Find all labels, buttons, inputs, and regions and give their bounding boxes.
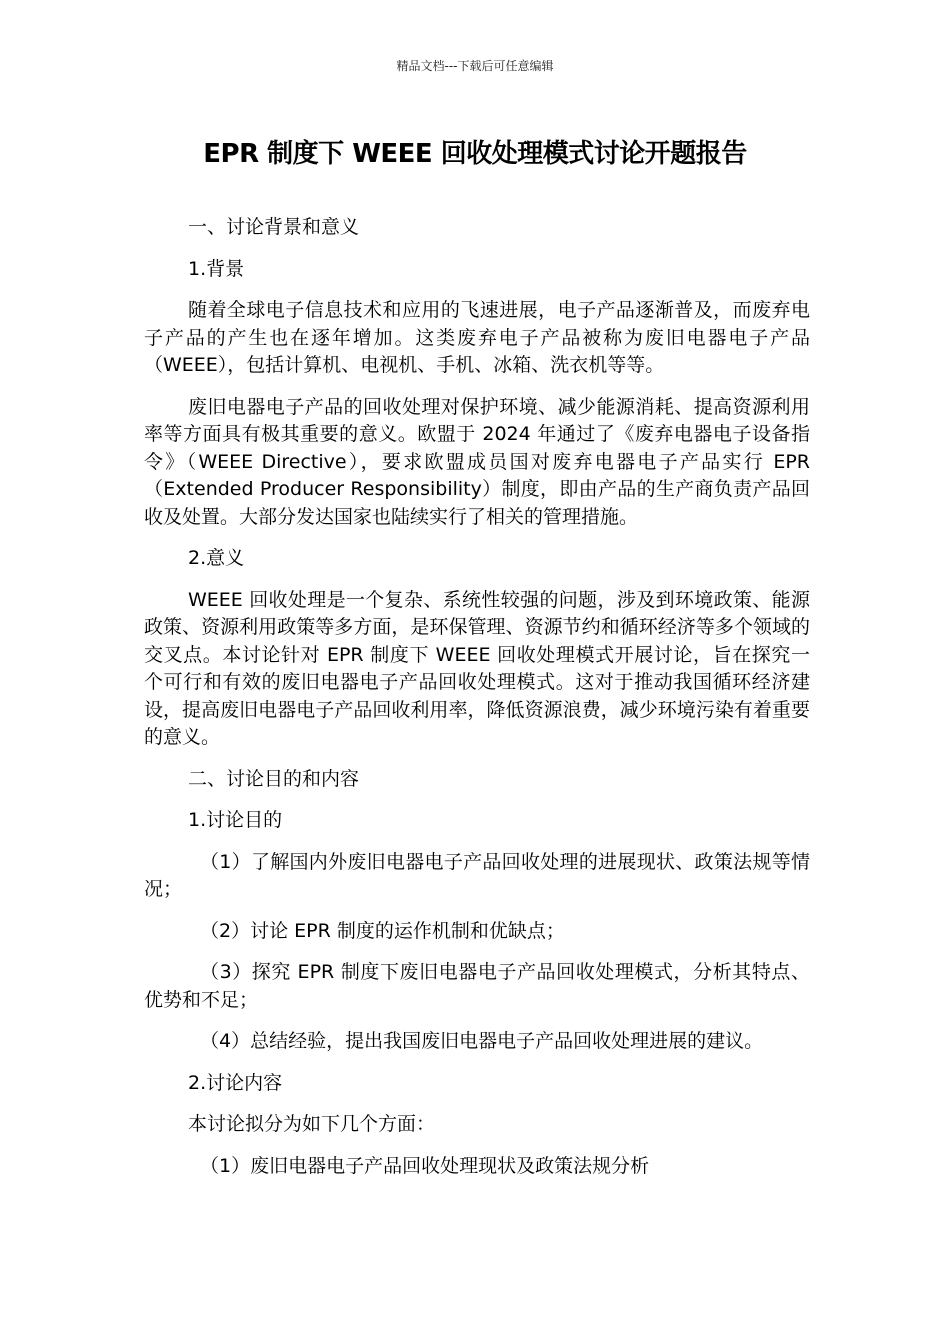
purpose-item: （4）总结经验，提出我国废旧电器电子产品回收处理进展的建议。	[200, 1030, 764, 1052]
subheading-purpose: 1.讨论目的	[188, 809, 283, 831]
section-heading-background: 一、讨论背景和意义	[188, 216, 360, 238]
page-header-note: 精品文档---下载后可任意编辑	[396, 59, 554, 73]
paragraph-background-1: 随着全球电子信息技术和应用的飞速进展，电子产品逐渐普及，而废弃电子产品的产生也在逐年增加。这类废弃电子产品被称为废旧电器电子产品（WEEE），包括计算机、电视机、手机、冰箱、洗衣机等等。	[144, 299, 810, 376]
document-title: EPR 制度下 WEEE 回收处理模式讨论开题报告	[203, 139, 747, 169]
paragraph-background-2: 废旧电器电子产品的回收处理对保护环境、减少能源消耗、提高资源利用率等方面具有极其重要的意义。欧盟于 2024 年通过了《废弃电器电子设备指令》（WEEE Directive），要求欧盟成员国对废弃电器电子产品实行 EPR（Extended Producer Responsibility）制度，即由产品的生产商负责产品回收及处置。大部分发达国家也陆续实行了相关的管理措施。	[144, 395, 810, 528]
purpose-item: （1）了解国内外废旧电器电子产品回收处理的进展现状、政策法规等情况；	[144, 850, 810, 900]
document-body	[144, 214, 810, 1194]
paragraph-content-intro: 本讨论拟分为如下几个方面：	[188, 1113, 436, 1135]
section-heading-purpose-content: 二、讨论目的和内容	[188, 767, 360, 790]
content-item: （1）废旧电器电子产品回收处理现状及政策法规分析	[200, 1154, 650, 1177]
purpose-item: （3）探究 EPR 制度下废旧电器电子产品回收处理模式，分析其特点、优势和不足；	[144, 961, 810, 1011]
purpose-item: （2）讨论 EPR 制度的运作机制和优缺点；	[200, 919, 565, 942]
subheading-content: 2.讨论内容	[188, 1071, 283, 1094]
subheading-significance: 2.意义	[188, 547, 245, 569]
paragraph-significance: WEEE 回收处理是一个复杂、系统性较强的问题，涉及到环境政策、能源政策、资源利用政策等多方面，是环保管理、资源节约和循环经济等多个领域的交叉点。本讨论针对 EPR 制度下 WEEE 回收处理模式开展讨论，旨在探究一个可行和有效的废旧电器电子产品回收处理模式。这对于推动我国循环经济建设，提高废旧电器电子产品回收利用率，降低资源浪费，减少环境污染有着重要的意义。	[144, 588, 810, 748]
subheading-background: 1.背景	[188, 257, 245, 280]
